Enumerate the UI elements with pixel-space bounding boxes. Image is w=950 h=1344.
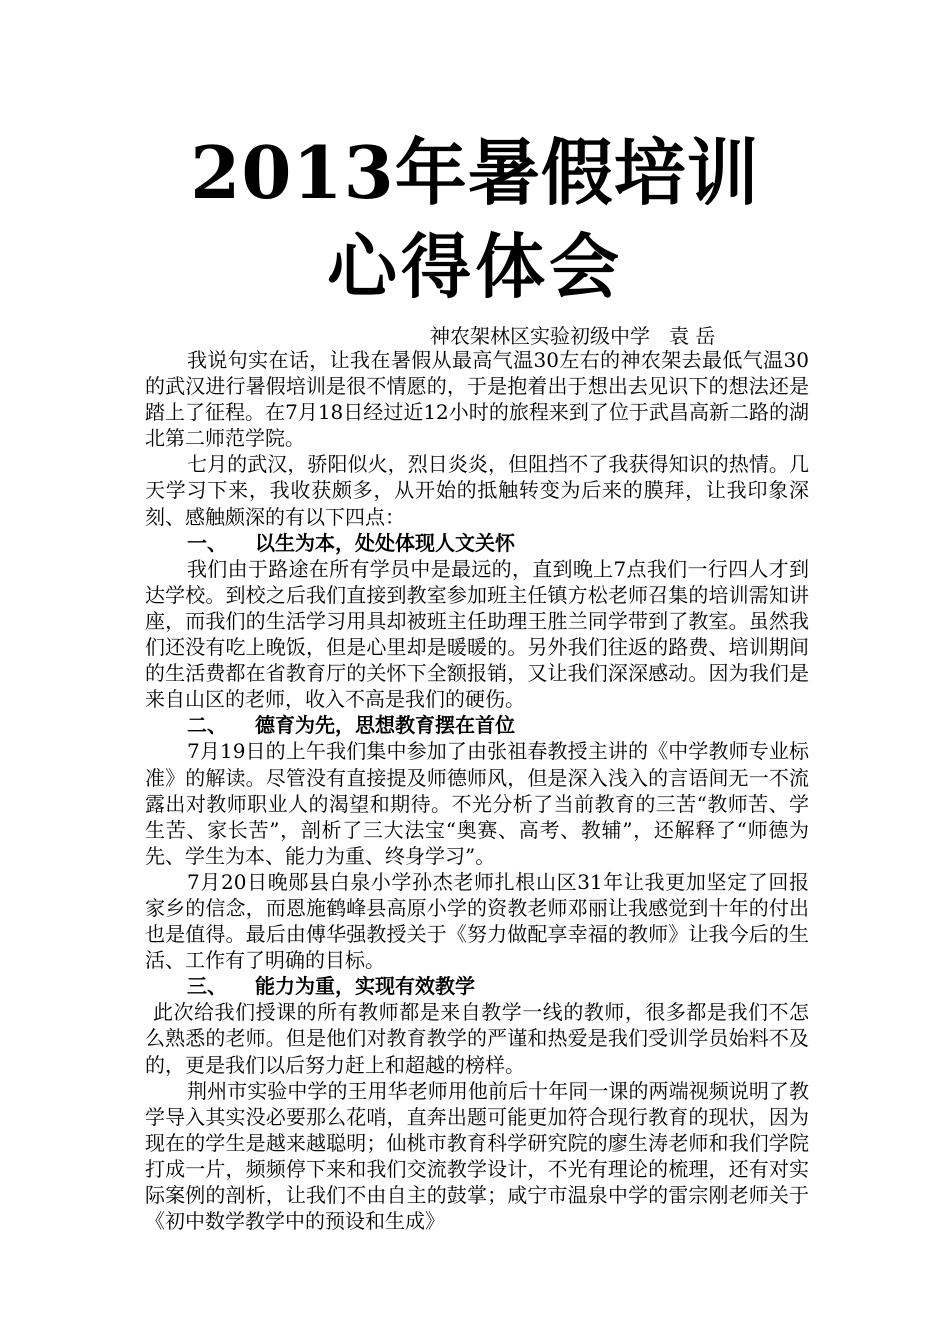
paragraph: 7月20日晚郧县白泉小学孙杰老师扎根山区31年让我更加坚定了回报家乡的信念，而恩施鹤峰县高原小学的资教老师邓丽让我感觉到十年的付出也是值得。最后由傅华强教授关于《努力做配享幸福的教师》让我今后的生活、工作有了明确的目标。 xyxy=(145,869,809,973)
document-body xyxy=(145,347,809,1234)
document-title-line2: 心得体会 xyxy=(327,226,623,308)
paragraph: 此次给我们授课的所有教师都是来自教学一线的教师，很多都是我们不怎么熟悉的老师。但是他们对教育教学的严谨和热爱是我们受训学员始料不及的，更是我们以后努力赶上和超越的榜样。 xyxy=(145,1000,809,1077)
section-heading-text: 能力为重，实现有效教学 xyxy=(255,974,475,999)
paragraph: 我们由于路途在所有学员中是最远的，直到晚上7点我们一行四人才到达学校。到校之后我们直接到教室参加班主任镇方松老师召集的培训需知讲座，而我们的生活学习用具却被班主任助理王胜兰同学带到了教室。虽然我们还没有吃上晚饭，但是心里却是暖暖的。另外我们往返的路费、培训期间的生活费都在省教育厅的关怀下全额报销，又让我们深深感动。因为我们是来自山区的老师，收入不高是我们的硬伤。 xyxy=(145,556,809,712)
paragraph: 7月19日的上午我们集中参加了由张祖春教授主讲的《中学教师专业标准》的解读。尽管没有直接提及师德师风，但是深入浅入的言语间无一不流露出对教师职业人的渴望和期待。不光分析了当前教育的三苦“教师苦、学生苦、家长苦”，剖析了三大法宝“奥赛、高考、教辅”，还解释了“师德为先、学生为本、能力为重、终身学习”。 xyxy=(145,739,809,868)
document-title-line1: 2013年暑假培训 xyxy=(190,130,760,215)
section-heading xyxy=(145,973,809,999)
section-number: 三、 xyxy=(187,974,227,999)
section-heading-text: 以生为本，处处体现人文关怀 xyxy=(255,530,515,555)
section-heading-text: 德育为先，思想教育摆在首位 xyxy=(255,713,515,738)
paragraph: 七月的武汉，骄阳似火，烈日炎炎，但阻挡不了我获得知识的热情。几天学习下来，我收获颇多，从开始的抵触转变为后来的膜拜，让我印象深刻、感触颇深的有以下四点： xyxy=(145,452,809,529)
section-number: 二、 xyxy=(187,713,227,738)
section-heading xyxy=(145,530,809,556)
document-author: 神农架林区实验初级中学 袁 岳 xyxy=(430,324,716,348)
paragraph: 我说句实在话，让我在暑假从最高气温30左右的神农架去最低气温30的武汉进行暑假培训是很不情愿的，于是抱着出于想出去见识下的想法还是踏上了征程。在7月18日经过近12小时的旅程来到了位于武昌高新二路的湖北第二师范学院。 xyxy=(145,348,809,451)
paragraph: 荆州市实验中学的王用华老师用他前后十年同一课的两端视频说明了教学导入其实没必要那么花哨，直奔出题可能更加符合现行教育的现状，因为现在的学生是越来越聪明；仙桃市教育科学研究院的廖生涛老师和我们学院打成一片，频频停下来和我们交流教学设计，不光有理论的梳理，还有对实际案例的剖析，让我们不由自主的鼓掌；咸宁市温泉中学的雷宗刚老师关于《初中数学教学中的预设和生成》 xyxy=(145,1078,809,1234)
section-heading xyxy=(145,712,809,738)
section-number: 一、 xyxy=(187,530,227,555)
